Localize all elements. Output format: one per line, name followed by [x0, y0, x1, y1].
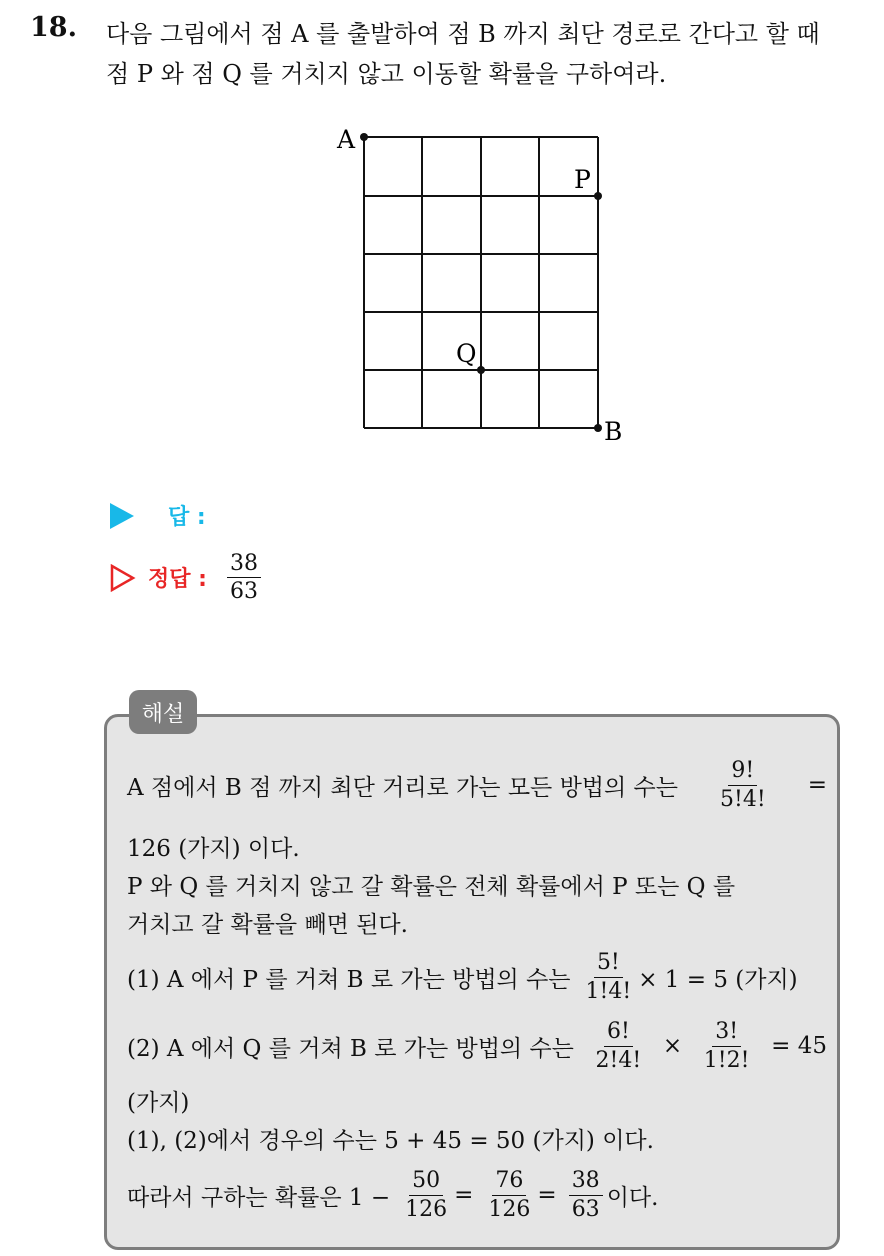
- correct-marker-icon: [110, 564, 136, 592]
- equals-sign: =: [807, 772, 827, 798]
- fraction: [569, 1169, 603, 1220]
- fraction-denominator: 63: [229, 579, 258, 605]
- solution-box: [104, 714, 840, 1250]
- fraction-denominator: 63: [571, 1196, 600, 1222]
- solution-text: = 45: [771, 1033, 827, 1059]
- grid-lines: [364, 137, 598, 428]
- label-b: B: [604, 417, 623, 446]
- fraction-denominator: 1!2!: [703, 1047, 750, 1073]
- fraction-numerator: 50: [409, 1169, 443, 1195]
- question-line-1: 다음 그림에서 점 A 를 출발하여 점 B 까지 최단 경로로 간다고 할 때: [106, 20, 820, 48]
- label-a: A: [337, 125, 356, 154]
- solution-line-4: 거치고 갈 확률을 빼면 된다.: [127, 911, 408, 938]
- point-q-dot: [477, 366, 485, 374]
- fraction-denominator: 126: [405, 1196, 448, 1222]
- point-b-dot: [594, 424, 602, 432]
- fraction-numerator: 9!: [728, 759, 757, 785]
- fraction: [402, 1169, 450, 1220]
- solution-line-1: [127, 757, 827, 813]
- answer-marker-icon: [110, 503, 134, 529]
- grid-figure: [320, 110, 640, 450]
- solution-line-3: P 와 Q 를 거치지 않고 갈 확률은 전체 확률에서 P 또는 Q 를: [127, 873, 736, 900]
- point-p-dot: [594, 192, 602, 200]
- answer-label: 답 :: [168, 505, 206, 530]
- solution-line-2: 126 (가지) 이다.: [127, 835, 300, 862]
- solution-tab: 해설: [129, 690, 197, 734]
- fraction-denominator: 5!4!: [720, 786, 766, 812]
- solution-text: A 점에서 B 점 까지 최단 거리로 가는 모든 방법의 수는: [127, 774, 678, 801]
- solution-text: 이다.: [606, 1184, 659, 1211]
- correct-answer-row: [110, 552, 265, 603]
- equals-sign: =: [537, 1182, 557, 1208]
- fraction-numerator: 5!: [594, 951, 623, 977]
- fraction-denominator: 126: [488, 1196, 531, 1222]
- fraction: [583, 951, 635, 1002]
- point-a-dot: [360, 133, 368, 141]
- solution-line-7: (가지): [127, 1089, 190, 1116]
- solution-text: 따라서 구하는 확률은 1 −: [127, 1184, 391, 1211]
- fraction-numerator: 76: [492, 1169, 526, 1195]
- question-line-2: 점 P 와 점 Q 를 거치지 않고 이동할 확률을 구하여라.: [106, 60, 667, 88]
- solution-line-9: [127, 1161, 827, 1229]
- answer-row: [110, 500, 206, 531]
- label-q: Q: [456, 339, 477, 368]
- solution-text: (2) A 에서 Q 를 거쳐 B 로 가는 방법의 수는: [127, 1035, 574, 1062]
- equals-sign: =: [454, 1182, 474, 1208]
- fraction: [701, 1020, 753, 1071]
- solution-line-8: (1), (2)에서 경우의 수는 5 + 45 = 50 (가지) 이다.: [127, 1127, 654, 1154]
- fraction-numerator: 38: [227, 552, 261, 578]
- correct-answer-label: 정답 :: [148, 567, 207, 593]
- label-p: P: [574, 165, 591, 194]
- solution-text: (1) A 에서 P 를 거쳐 B 로 가는 방법의 수는: [127, 966, 571, 993]
- question-text: [106, 14, 876, 94]
- correct-answer-fraction: [227, 552, 261, 603]
- question-number: 18.: [30, 12, 77, 43]
- times-sign: ×: [662, 1033, 683, 1059]
- solution-line-6: [127, 1013, 827, 1079]
- fraction-numerator: 38: [569, 1169, 603, 1195]
- solution-content: [127, 757, 827, 1229]
- fraction: [593, 1020, 645, 1071]
- fraction-denominator: 2!4!: [595, 1047, 642, 1073]
- fraction-numerator: 3!: [712, 1020, 741, 1046]
- fraction-numerator: 6!: [604, 1020, 633, 1046]
- solution-line-5: [127, 945, 827, 1009]
- solution-text: × 1 = 5 (가지): [638, 966, 798, 993]
- fraction: [485, 1169, 533, 1220]
- fraction-denominator: 1!4!: [585, 978, 632, 1004]
- fraction: [717, 759, 769, 810]
